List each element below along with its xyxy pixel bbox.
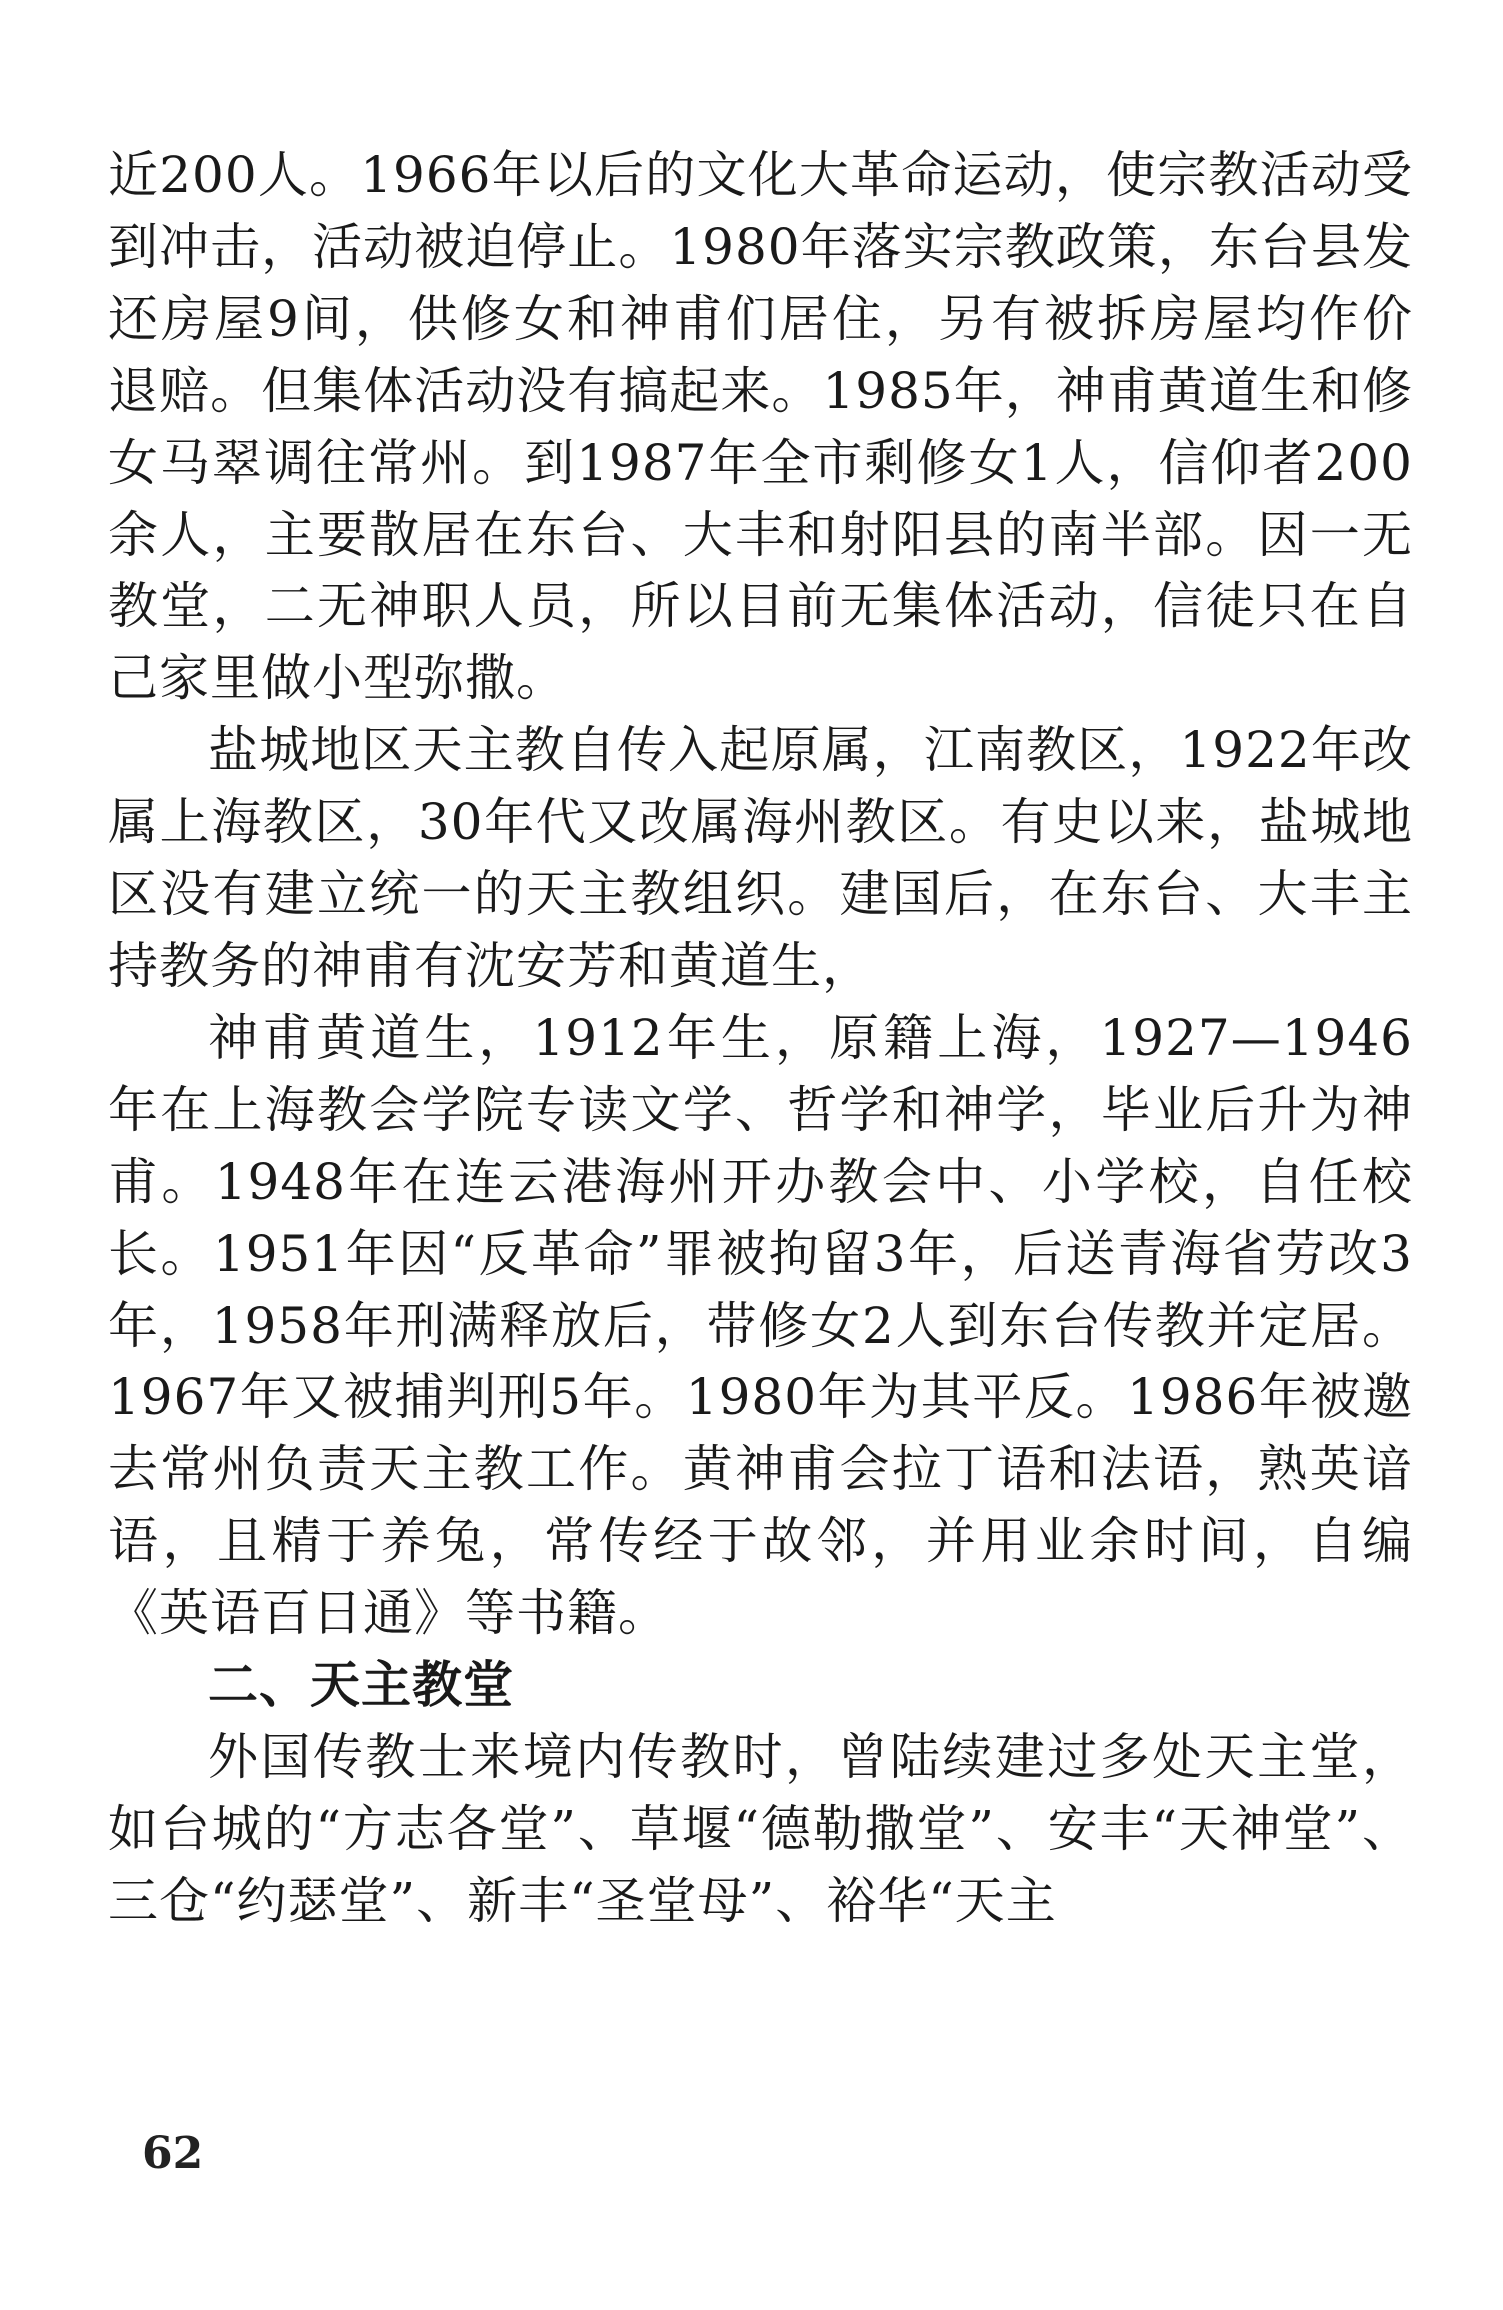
paragraph-churches: 外国传教士来境内传教时，曾陆续建过多处天主堂，如台城的“方志各堂”、草堰“德勒撒堂”、安丰“天神堂”、三仓“约瑟堂”、新丰“圣堂母”、裕华“天主 bbox=[108, 1727, 1413, 1930]
page-body-text bbox=[108, 140, 1413, 1938]
section-heading: 二、天主教堂 bbox=[208, 1656, 514, 1715]
paragraph-yancheng-diocese: 盐城地区天主教自传入起原属，江南教区，1922年改属上海教区，30年代又改属海州教区。有史以来，盐城地区没有建立统一的天主教组织。建国后，在东台、大丰主持教务的神甫有沈安芳和黄道生， bbox=[108, 721, 1413, 995]
paragraph-continued: 近200人。1966年以后的文化大革命运动，使宗教活动受到冲击，活动被迫停止。1980年落实宗教政策，东台县发还房屋9间，供修女和神甫们居住，另有被拆房屋均作价退赔。但集体活动没有搞起来。1985年，神甫黄道生和修女马翠调往常州。到1987年全市剩修女1人，信仰者200余人，主要散居在东台、大丰和射阳县的南半部。因一无教堂，二无神职人员，所以目前无集体活动，信徒只在自己家里做小型弥撒。 bbox=[108, 146, 1413, 708]
paragraph-priest-biography: 神甫黄道生，1912年生，原籍上海，1927—1946年在上海教会学院专读文学、哲学和神学，毕业后升为神甫。1948年在连云港海州开办教会中、小学校，自任校长。1951年因“反革命”罪被拘留3年，后送青海省劳改3年，1958年刑满释放后，带修女2人到东台传教并定居。1967年又被捕判刑5年。1980年为其平反。1986年被邀去常州负责天主教工作。黄神甫会拉丁语和法语，熟英谙语，且精于养兔，常传经于故邻，并用业余时间，自编《英语百日通》等书籍。 bbox=[108, 1008, 1413, 1643]
page-number: 62 bbox=[142, 2128, 204, 2179]
